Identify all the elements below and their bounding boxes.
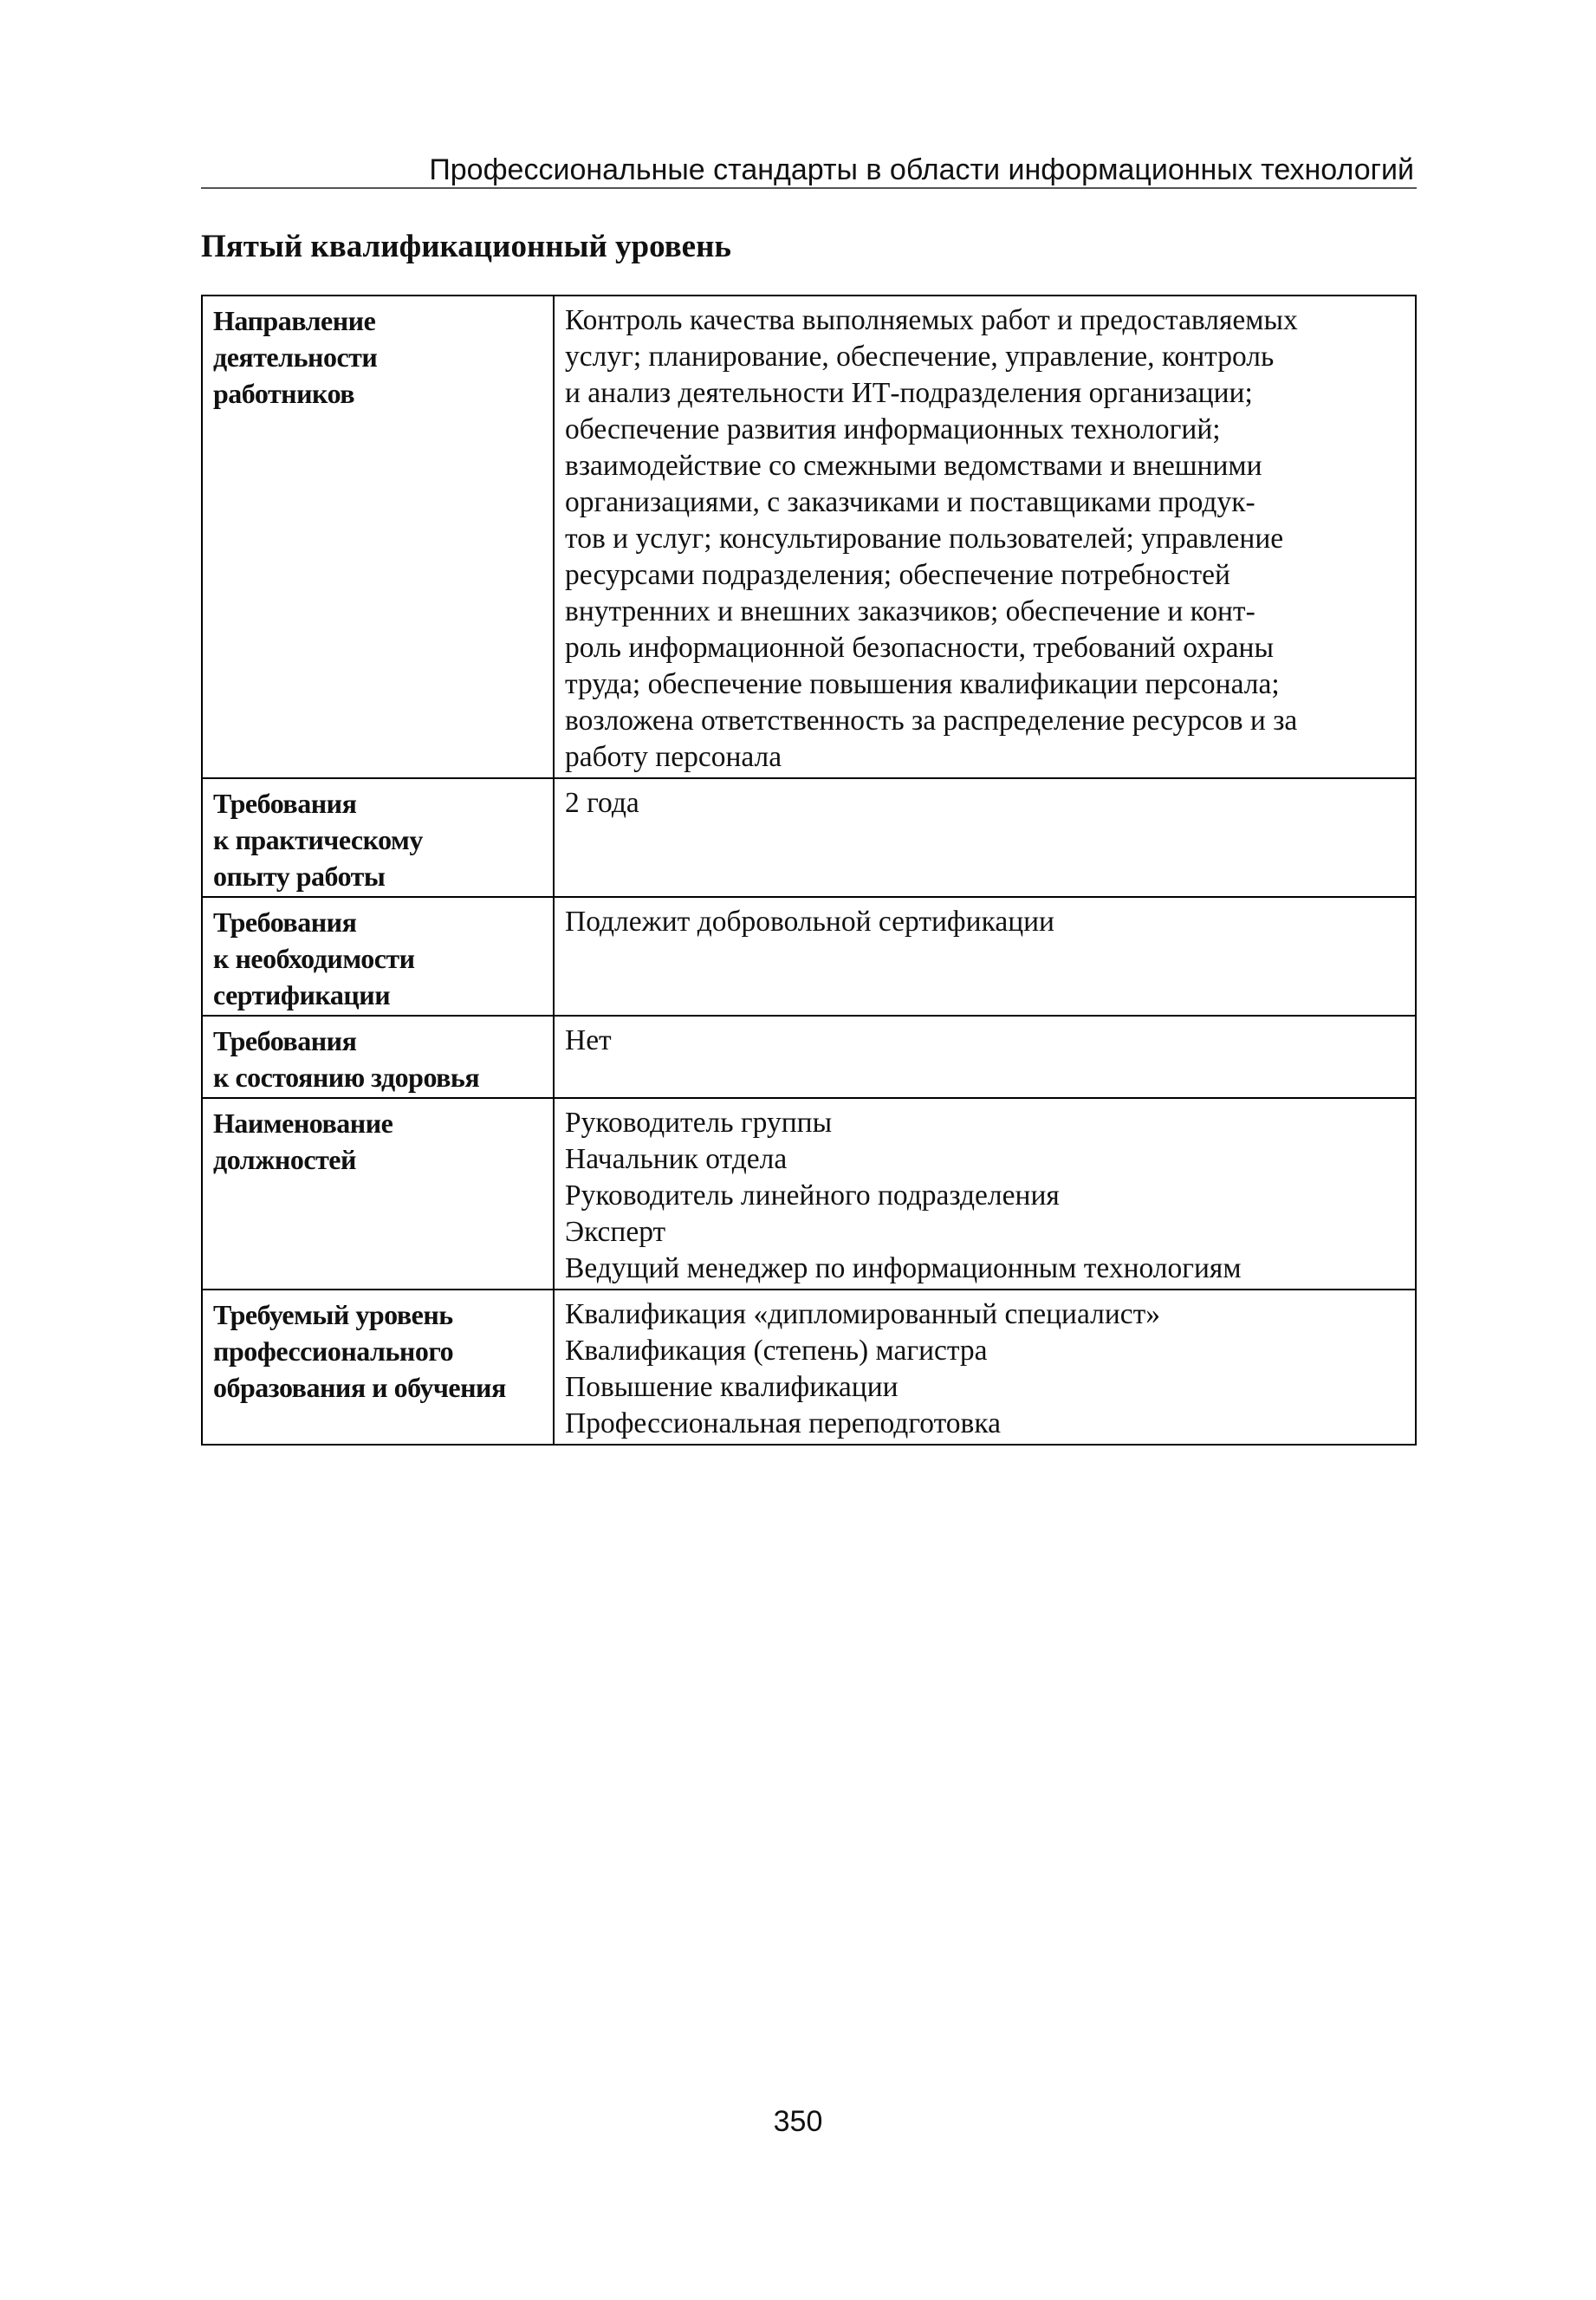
value-line: тов и услуг; консультирование пользователей; управление <box>565 523 1284 555</box>
value-line: труда; обеспечение повышения квалификации персонала; <box>565 668 1280 700</box>
label-line: Требуемый уровень <box>213 1299 453 1330</box>
value-line: услуг; планирование, обеспечение, управление, контроль <box>565 341 1275 373</box>
label-line: профессионального <box>213 1335 454 1367</box>
table-row-activity-direction <box>202 296 1416 778</box>
value-line: роль информационной безопасности, требований охраны <box>565 632 1274 664</box>
row-label <box>202 1098 554 1290</box>
label-line: к необходимости <box>213 943 415 974</box>
value-line: Ведущий менеджер по информационным технологиям <box>565 1252 1242 1284</box>
label-line: к состоянию здоровья <box>213 1062 480 1093</box>
row-value <box>554 1016 1416 1098</box>
row-label <box>202 897 554 1016</box>
value-line: работу персонала <box>565 741 782 773</box>
qualification-table <box>201 295 1417 1446</box>
value-line: Эксперт <box>565 1216 666 1248</box>
page-number: 350 <box>773 2105 823 2138</box>
row-value <box>554 1290 1416 1445</box>
label-line: образования и обучения <box>213 1372 506 1403</box>
value-line: организациями, с заказчиками и поставщиками продук- <box>565 486 1255 518</box>
value-line: Начальник отдела <box>565 1143 788 1175</box>
header-rule <box>201 187 1417 189</box>
label-line: работников <box>213 378 355 409</box>
row-value <box>554 778 1416 897</box>
running-header: Профессиональные стандарты в области информационных технологий <box>429 153 1414 186</box>
label-line: Направление <box>213 305 376 336</box>
value-line: Нет <box>565 1024 612 1056</box>
row-label <box>202 1016 554 1098</box>
table-row-health <box>202 1016 1416 1098</box>
label-line: Требования <box>213 788 357 819</box>
value-line: Подлежит добровольной сертификации <box>565 906 1054 938</box>
label-line: деятельности <box>213 341 378 373</box>
label-line: опыту работы <box>213 861 386 892</box>
value-line: Профессиональная переподготовка <box>565 1407 1001 1439</box>
value-line: Квалификация (степень) магистра <box>565 1335 988 1367</box>
value-line: Руководитель группы <box>565 1107 833 1139</box>
label-line: Требования <box>213 1025 357 1056</box>
label-line: Наименование <box>213 1108 393 1139</box>
value-line: 2 года <box>565 787 639 819</box>
value-line: Повышение квалификации <box>565 1371 899 1403</box>
label-line: к практическому <box>213 824 423 855</box>
row-value <box>554 296 1416 778</box>
row-label <box>202 1290 554 1445</box>
table-row-positions <box>202 1098 1416 1290</box>
row-value <box>554 897 1416 1016</box>
label-line: Требования <box>213 906 357 938</box>
value-line: Руководитель линейного подразделения <box>565 1179 1060 1212</box>
row-value <box>554 1098 1416 1290</box>
value-line: обеспечение развития информационных технологий; <box>565 413 1221 445</box>
value-line: и анализ деятельности ИТ-подразделения организации; <box>565 377 1253 409</box>
row-label <box>202 778 554 897</box>
value-line: внутренних и внешних заказчиков; обеспечение и конт- <box>565 595 1255 627</box>
table-row-certification <box>202 897 1416 1016</box>
section-title: Пятый квалификационный уровень <box>201 229 731 264</box>
value-line: возложена ответственность за распределение ресурсов и за <box>565 705 1298 737</box>
value-line: Квалификация «дипломированный специалист» <box>565 1298 1161 1330</box>
table-row-education <box>202 1290 1416 1445</box>
value-line: Контроль качества выполняемых работ и предоставляемых <box>565 304 1298 336</box>
row-label <box>202 296 554 778</box>
value-line: ресурсами подразделения; обеспечение потребностей <box>565 559 1230 591</box>
label-line: сертификации <box>213 979 391 1010</box>
table-row-practical-experience <box>202 778 1416 897</box>
value-line: взаимодействие со смежными ведомствами и внешними <box>565 450 1262 482</box>
label-line: должностей <box>213 1144 356 1175</box>
